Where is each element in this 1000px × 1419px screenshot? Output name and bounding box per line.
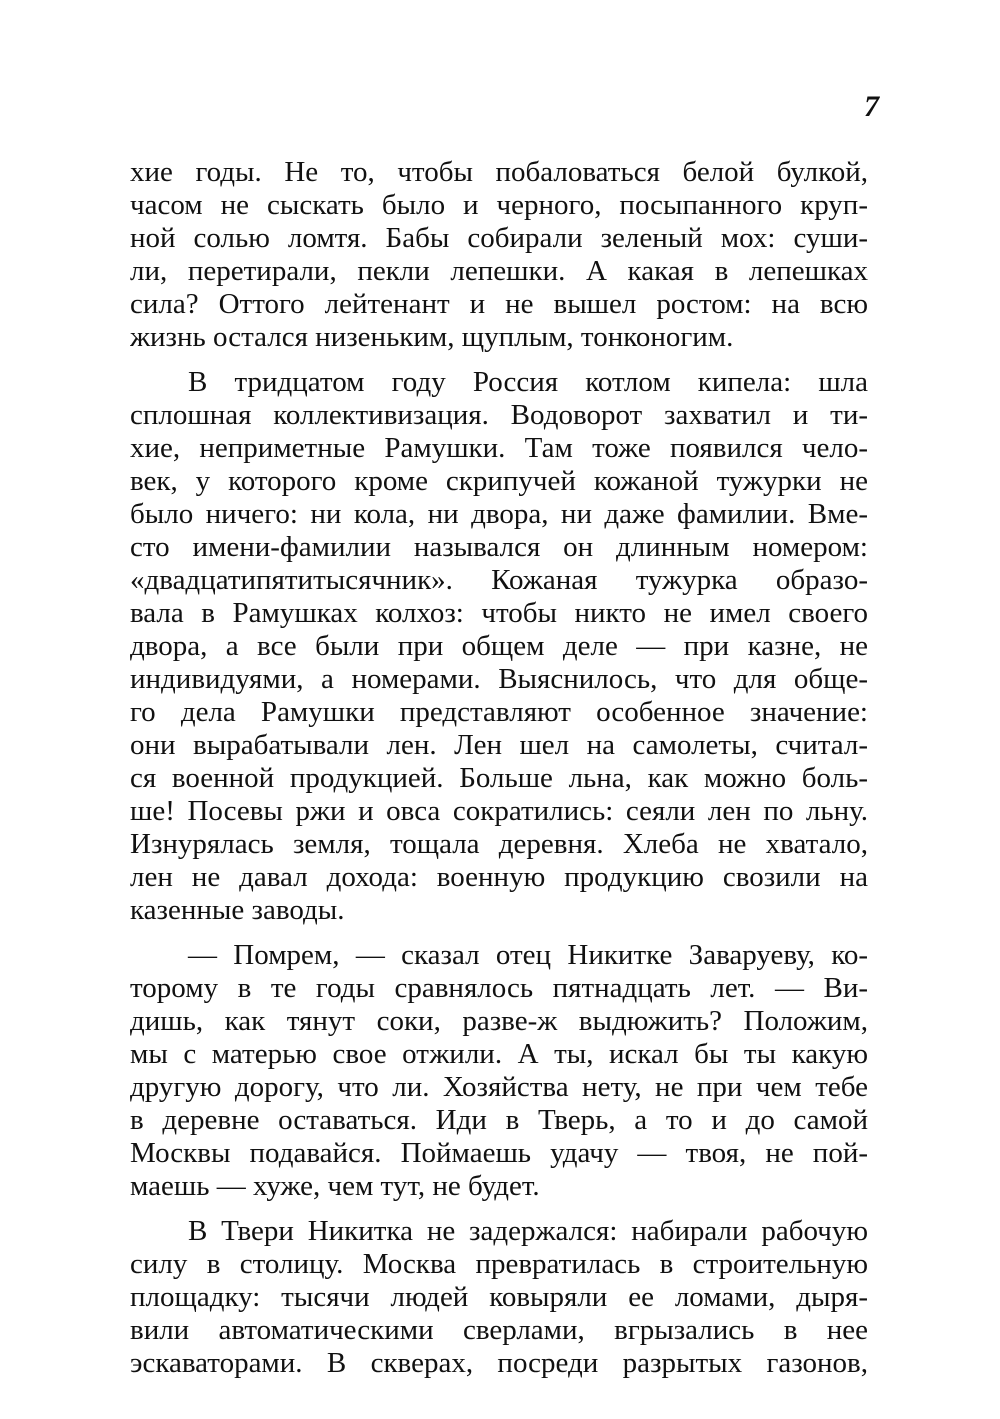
text-line: ся военной продукцией. Больше льна, как можно боль- (130, 762, 868, 794)
text-line: — Помрем, — сказал отец Никитке Заваруеву, ко- (188, 939, 868, 971)
text-line: другую дорогу, что ли. Хозяйства нету, не при чем тебе (130, 1071, 868, 1103)
text-line: вили автоматическими сверлами, вгрызались в нее (130, 1314, 868, 1346)
text-line: сто имени-фамилии назывался он длинным номером: (130, 531, 868, 563)
text-line: дишь, как тянут соки, разве-ж выдюжить? Положим, (130, 1005, 868, 1037)
text-line: индивидуями, а номерами. Выяснилось, что для обще- (130, 663, 868, 695)
text-line: сила? Оттого лейтенант и не вышел ростом: на всю (130, 288, 868, 320)
text-line: часом не сыскать было и черного, посыпанного круп- (130, 189, 868, 221)
paragraph-2 (130, 366, 868, 927)
paragraph-3 (130, 939, 868, 1203)
text-line: Москвы подавайся. Поймаешь удачу — твоя, не пой- (130, 1137, 868, 1169)
text-line: было ничего: ни кола, ни двора, ни даже фамилии. Вме- (130, 498, 868, 530)
paragraph-4 (130, 1215, 868, 1380)
text-line: жизнь остался низеньким, щуплым, тонконогим. (130, 321, 734, 353)
text-line: В тридцатом году Россия котлом кипела: шла (188, 366, 868, 398)
text-line: го дела Рамушки представляют особенное значение: (130, 696, 868, 728)
body-text (130, 156, 868, 1380)
text-line: хие, неприметные Рамушки. Там тоже появился чело- (130, 432, 868, 464)
text-line: Изнурялась земля, тощала деревня. Хлеба не хватало, (130, 828, 868, 860)
text-line: хие годы. Не то, чтобы побаловаться белой булкой, (130, 156, 868, 188)
text-line: в деревне оставаться. Иди в Тверь, а то и до самой (130, 1104, 868, 1136)
text-line: вала в Рамушках колхоз: чтобы никто не имел своего (130, 597, 868, 629)
text-line: они вырабатывали лен. Лен шел на самолеты, считал- (130, 729, 868, 761)
text-line: казенные заводы. (130, 894, 345, 926)
text-line: сплошная коллективизация. Водоворот захватил и ти- (130, 399, 868, 431)
text-line: площадку: тысячи людей ковыряли ее ломами, дыря- (130, 1281, 868, 1313)
text-line: ше! Посевы ржи и овса сократились: сеяли лен по льну. (130, 795, 868, 827)
text-line: маешь — хуже, чем тут, не будет. (130, 1170, 540, 1202)
text-line: ли, перетирали, пекли лепешки. А какая в лепешках (130, 255, 868, 287)
text-line: силу в столицу. Москва превратилась в строительную (130, 1248, 868, 1280)
text-line: двора, а все были при общем деле — при казне, не (130, 630, 868, 662)
text-line: В Твери Никитка не задержался: набирали рабочую (188, 1215, 868, 1247)
text-line: ной солью ломтя. Бабы собирали зеленый мох: суши- (130, 222, 868, 254)
text-line: век, у которого кроме скрипучей кожаной тужурки не (130, 465, 868, 497)
page-number: 7 (864, 90, 879, 123)
text-line: эскаваторами. В скверах, посреди разрытых газонов, (130, 1347, 868, 1379)
text-line: мы с матерью свое отжили. А ты, искал бы ты какую (130, 1038, 868, 1070)
text-line: торому в те годы сравнялось пятнадцать лет. — Ви- (130, 972, 868, 1004)
text-line: лен не давал дохода: военную продукцию свозили на (130, 861, 868, 893)
text-line: «двадцатипятитысячник». Кожаная тужурка образо- (130, 564, 868, 596)
paragraph-1 (130, 156, 868, 354)
